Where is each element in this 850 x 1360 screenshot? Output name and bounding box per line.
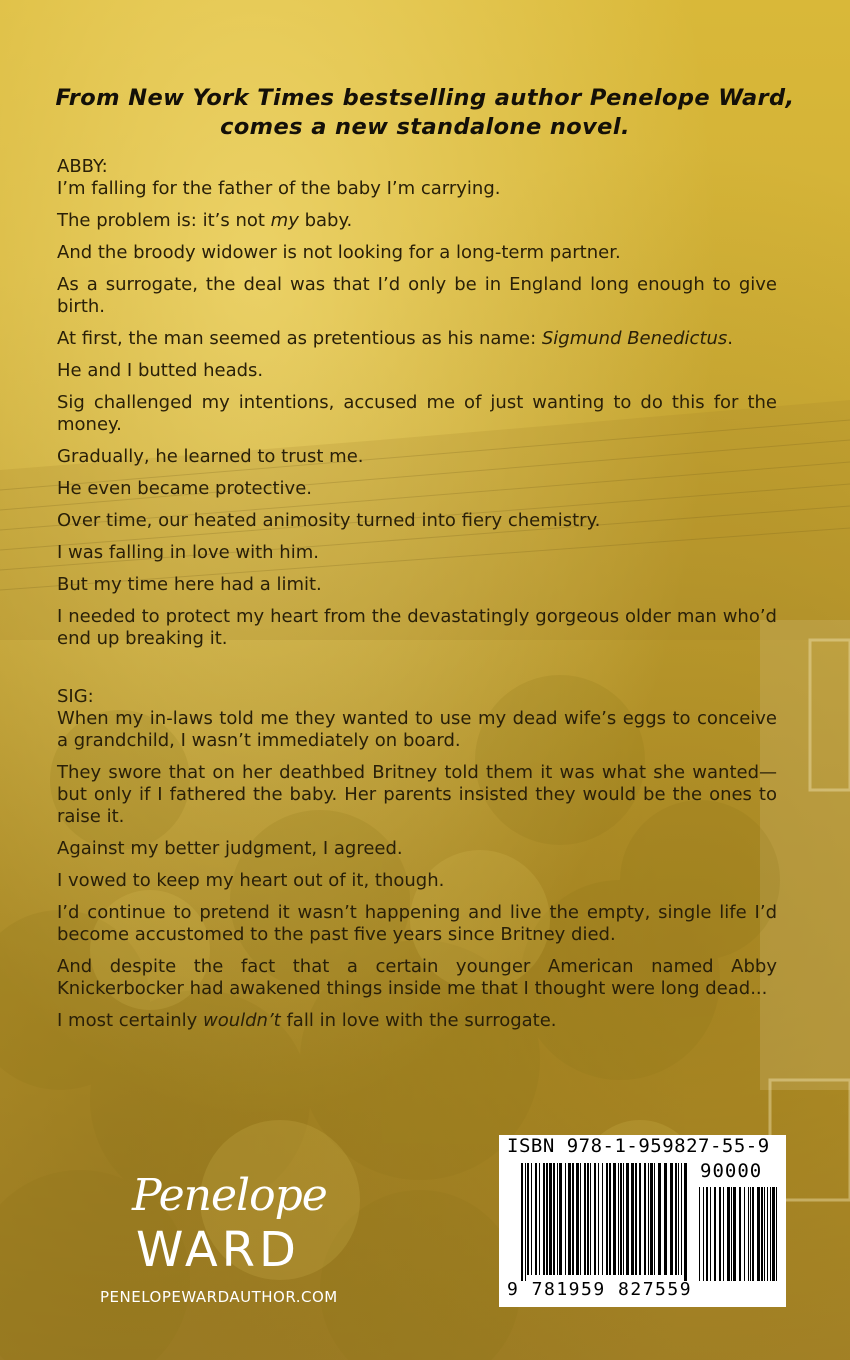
barcode-bar bbox=[772, 1187, 775, 1281]
abby-paragraph bbox=[57, 242, 777, 264]
paragraph-text: I was falling in love with him. bbox=[57, 542, 319, 563]
paragraph-text: I vowed to keep my heart out of it, though. bbox=[57, 870, 445, 891]
paragraph-text: Over time, our heated animosity turned into fiery chemistry. bbox=[57, 510, 601, 531]
barcode-bar bbox=[658, 1163, 661, 1275]
barcode-bar bbox=[723, 1187, 724, 1281]
barcode-bar bbox=[654, 1163, 655, 1275]
barcode-bar bbox=[527, 1163, 529, 1275]
isbn-label: ISBN 978-1-959827-55-9 bbox=[507, 1135, 770, 1157]
barcode-bar bbox=[580, 1163, 581, 1275]
barcode-bar bbox=[606, 1163, 608, 1275]
sig-paragraph bbox=[57, 902, 777, 946]
barcode-bar bbox=[764, 1187, 765, 1281]
paragraph-text: I’d continue to pretend it wasn’t happening and live the empty, single life I’d become accustomed to the past five years since Britney died. bbox=[57, 902, 777, 945]
abby-heading: ABBY: bbox=[57, 156, 108, 177]
paragraph-text: Against my better judgment, I agreed. bbox=[57, 838, 403, 859]
barcode-bar bbox=[761, 1187, 763, 1281]
paragraph-text: Sig challenged my intentions, accused me of just wanting to do this for the money. bbox=[57, 392, 777, 435]
barcode-bar bbox=[699, 1187, 700, 1281]
sig-section bbox=[57, 708, 777, 1032]
barcode-bar bbox=[757, 1187, 760, 1281]
barcode-bar bbox=[549, 1163, 552, 1275]
paragraph-text: Sigmund Benedictus bbox=[541, 328, 728, 349]
barcode-bar bbox=[644, 1163, 646, 1275]
barcode-bar bbox=[602, 1163, 603, 1275]
paragraph-text: The problem is: it’s not bbox=[57, 210, 271, 231]
barcode-bar bbox=[706, 1187, 708, 1281]
sig-paragraph bbox=[57, 762, 777, 828]
barcode-bar bbox=[553, 1163, 555, 1275]
barcode-bar bbox=[557, 1163, 558, 1275]
barcode-bar bbox=[559, 1163, 562, 1275]
paragraph-text: At first, the man seemed as pretentious as his name: bbox=[57, 328, 542, 349]
barcode-bar bbox=[648, 1163, 649, 1275]
barcode-bar bbox=[620, 1163, 622, 1275]
barcode-bar bbox=[681, 1163, 682, 1275]
paragraph-text: He and I butted heads. bbox=[57, 360, 264, 381]
abby-paragraph bbox=[57, 510, 777, 532]
abby-paragraph bbox=[57, 328, 777, 350]
sig-paragraph bbox=[57, 708, 777, 752]
barcode-bar bbox=[714, 1187, 716, 1281]
barcode-bar bbox=[576, 1163, 579, 1275]
barcode-bar bbox=[776, 1187, 777, 1281]
barcode-digits: 9 781959 827559 bbox=[507, 1279, 693, 1300]
paragraph-text: baby. bbox=[298, 210, 353, 231]
abby-paragraph bbox=[57, 210, 777, 232]
barcode-bar bbox=[623, 1163, 624, 1275]
barcode-bar bbox=[684, 1163, 687, 1281]
paragraph-text: When my in-laws told me they wanted to use my dead wife’s eggs to conceive a grandchild, I wasn’t immediately on board. bbox=[57, 708, 777, 751]
barcode-bar bbox=[727, 1187, 730, 1281]
barcode-bar bbox=[750, 1187, 751, 1281]
abby-paragraph bbox=[57, 542, 777, 564]
barcode-bar bbox=[618, 1163, 619, 1275]
barcode-bar bbox=[719, 1187, 721, 1281]
paragraph-text: I’m falling for the father of the baby I’m carrying. bbox=[57, 178, 501, 199]
barcode-bar bbox=[675, 1163, 677, 1275]
isbn-barcode bbox=[499, 1135, 786, 1307]
barcode-bar bbox=[770, 1187, 771, 1281]
paragraph-text: As a surrogate, the deal was that I’d only be in England long enough to give birth. bbox=[57, 274, 777, 317]
paragraph-text: I most certainly bbox=[57, 1010, 203, 1031]
barcode-bar bbox=[531, 1163, 532, 1275]
barcode-bar bbox=[678, 1163, 679, 1275]
barcode-bar bbox=[752, 1187, 754, 1281]
barcode-bar bbox=[609, 1163, 611, 1275]
sig-paragraph bbox=[57, 838, 777, 860]
abby-paragraph bbox=[57, 606, 777, 650]
author-logo bbox=[100, 1170, 380, 1310]
barcode-bar bbox=[539, 1163, 540, 1275]
barcode-bar bbox=[767, 1187, 768, 1281]
barcode-bar bbox=[631, 1163, 634, 1275]
author-website: PENELOPEWARDAUTHOR.COM bbox=[100, 1288, 338, 1306]
barcode-bar bbox=[739, 1187, 741, 1281]
abby-paragraph bbox=[57, 574, 777, 596]
barcode-bar bbox=[572, 1163, 574, 1275]
abby-paragraph bbox=[57, 446, 777, 468]
paragraph-text: wouldn’t bbox=[202, 1010, 281, 1031]
abby-paragraph bbox=[57, 478, 777, 500]
paragraph-text: They swore that on her deathbed Britney told them it was what she wanted—but only if I fathered the baby. Her parents insisted they would be the ones to raise it. bbox=[57, 762, 777, 827]
paragraph-text: I needed to protect my heart from the devastatingly gorgeous older man who’d end up breaking it. bbox=[57, 606, 777, 649]
paragraph-text: . bbox=[727, 328, 734, 349]
paragraph-text: Gradually, he learned to trust me. bbox=[57, 446, 364, 467]
barcode-bar bbox=[594, 1163, 596, 1275]
barcode-bar bbox=[568, 1163, 571, 1275]
barcode-bar bbox=[613, 1163, 616, 1275]
barcode-addon: 90000 bbox=[700, 1160, 763, 1182]
logo-surname: WARD bbox=[136, 1222, 300, 1278]
sig-paragraph bbox=[57, 1010, 777, 1032]
abby-paragraph bbox=[57, 392, 777, 436]
paragraph-text: But my time here had a limit. bbox=[57, 574, 322, 595]
barcode-bar bbox=[710, 1187, 711, 1281]
barcode-bar bbox=[664, 1163, 667, 1275]
barcode-bar bbox=[639, 1163, 641, 1275]
abby-paragraph bbox=[57, 274, 777, 318]
paragraph-text: And the broody widower is not looking for a long-term partner. bbox=[57, 242, 621, 263]
barcode-bar bbox=[535, 1163, 537, 1275]
paragraph-text: fall in love with the surrogate. bbox=[280, 1010, 557, 1031]
barcode-bar bbox=[546, 1163, 548, 1275]
abby-paragraph bbox=[57, 178, 777, 200]
barcode-bar bbox=[733, 1187, 736, 1281]
paragraph-text: And despite the fact that a certain younger American named Abby Knickerbocker had awakened things inside me that I thought were long dead... bbox=[57, 956, 777, 999]
barcode-bar bbox=[703, 1187, 704, 1281]
barcode-bar bbox=[650, 1163, 653, 1275]
barcode-bar bbox=[543, 1163, 545, 1275]
paragraph-text: He even became protective. bbox=[57, 478, 312, 499]
blurb bbox=[57, 156, 777, 1042]
barcode-bar bbox=[635, 1163, 637, 1275]
sig-paragraph bbox=[57, 870, 777, 892]
barcode-bar bbox=[626, 1163, 629, 1275]
barcode-bar bbox=[744, 1187, 745, 1281]
barcode-bar bbox=[670, 1163, 673, 1275]
barcode-bar bbox=[731, 1187, 732, 1281]
barcode-bar bbox=[598, 1163, 599, 1275]
barcode-bar bbox=[525, 1163, 526, 1281]
barcode-bar bbox=[565, 1163, 566, 1275]
tagline: From New York Times bestselling author Penelope Ward, comes a new standalone novel. bbox=[55, 85, 795, 140]
paragraph-text: my bbox=[270, 210, 299, 231]
barcode-bar bbox=[590, 1163, 591, 1275]
barcode-bar bbox=[521, 1163, 523, 1281]
abby-paragraph bbox=[57, 360, 777, 382]
barcode-bar bbox=[584, 1163, 586, 1275]
abby-section bbox=[57, 178, 777, 650]
sig-paragraph bbox=[57, 956, 777, 1000]
sig-heading: SIG: bbox=[57, 686, 94, 707]
barcode-bar bbox=[587, 1163, 589, 1275]
barcode-bar bbox=[748, 1187, 749, 1281]
logo-script-name: Penelope bbox=[132, 1170, 327, 1221]
